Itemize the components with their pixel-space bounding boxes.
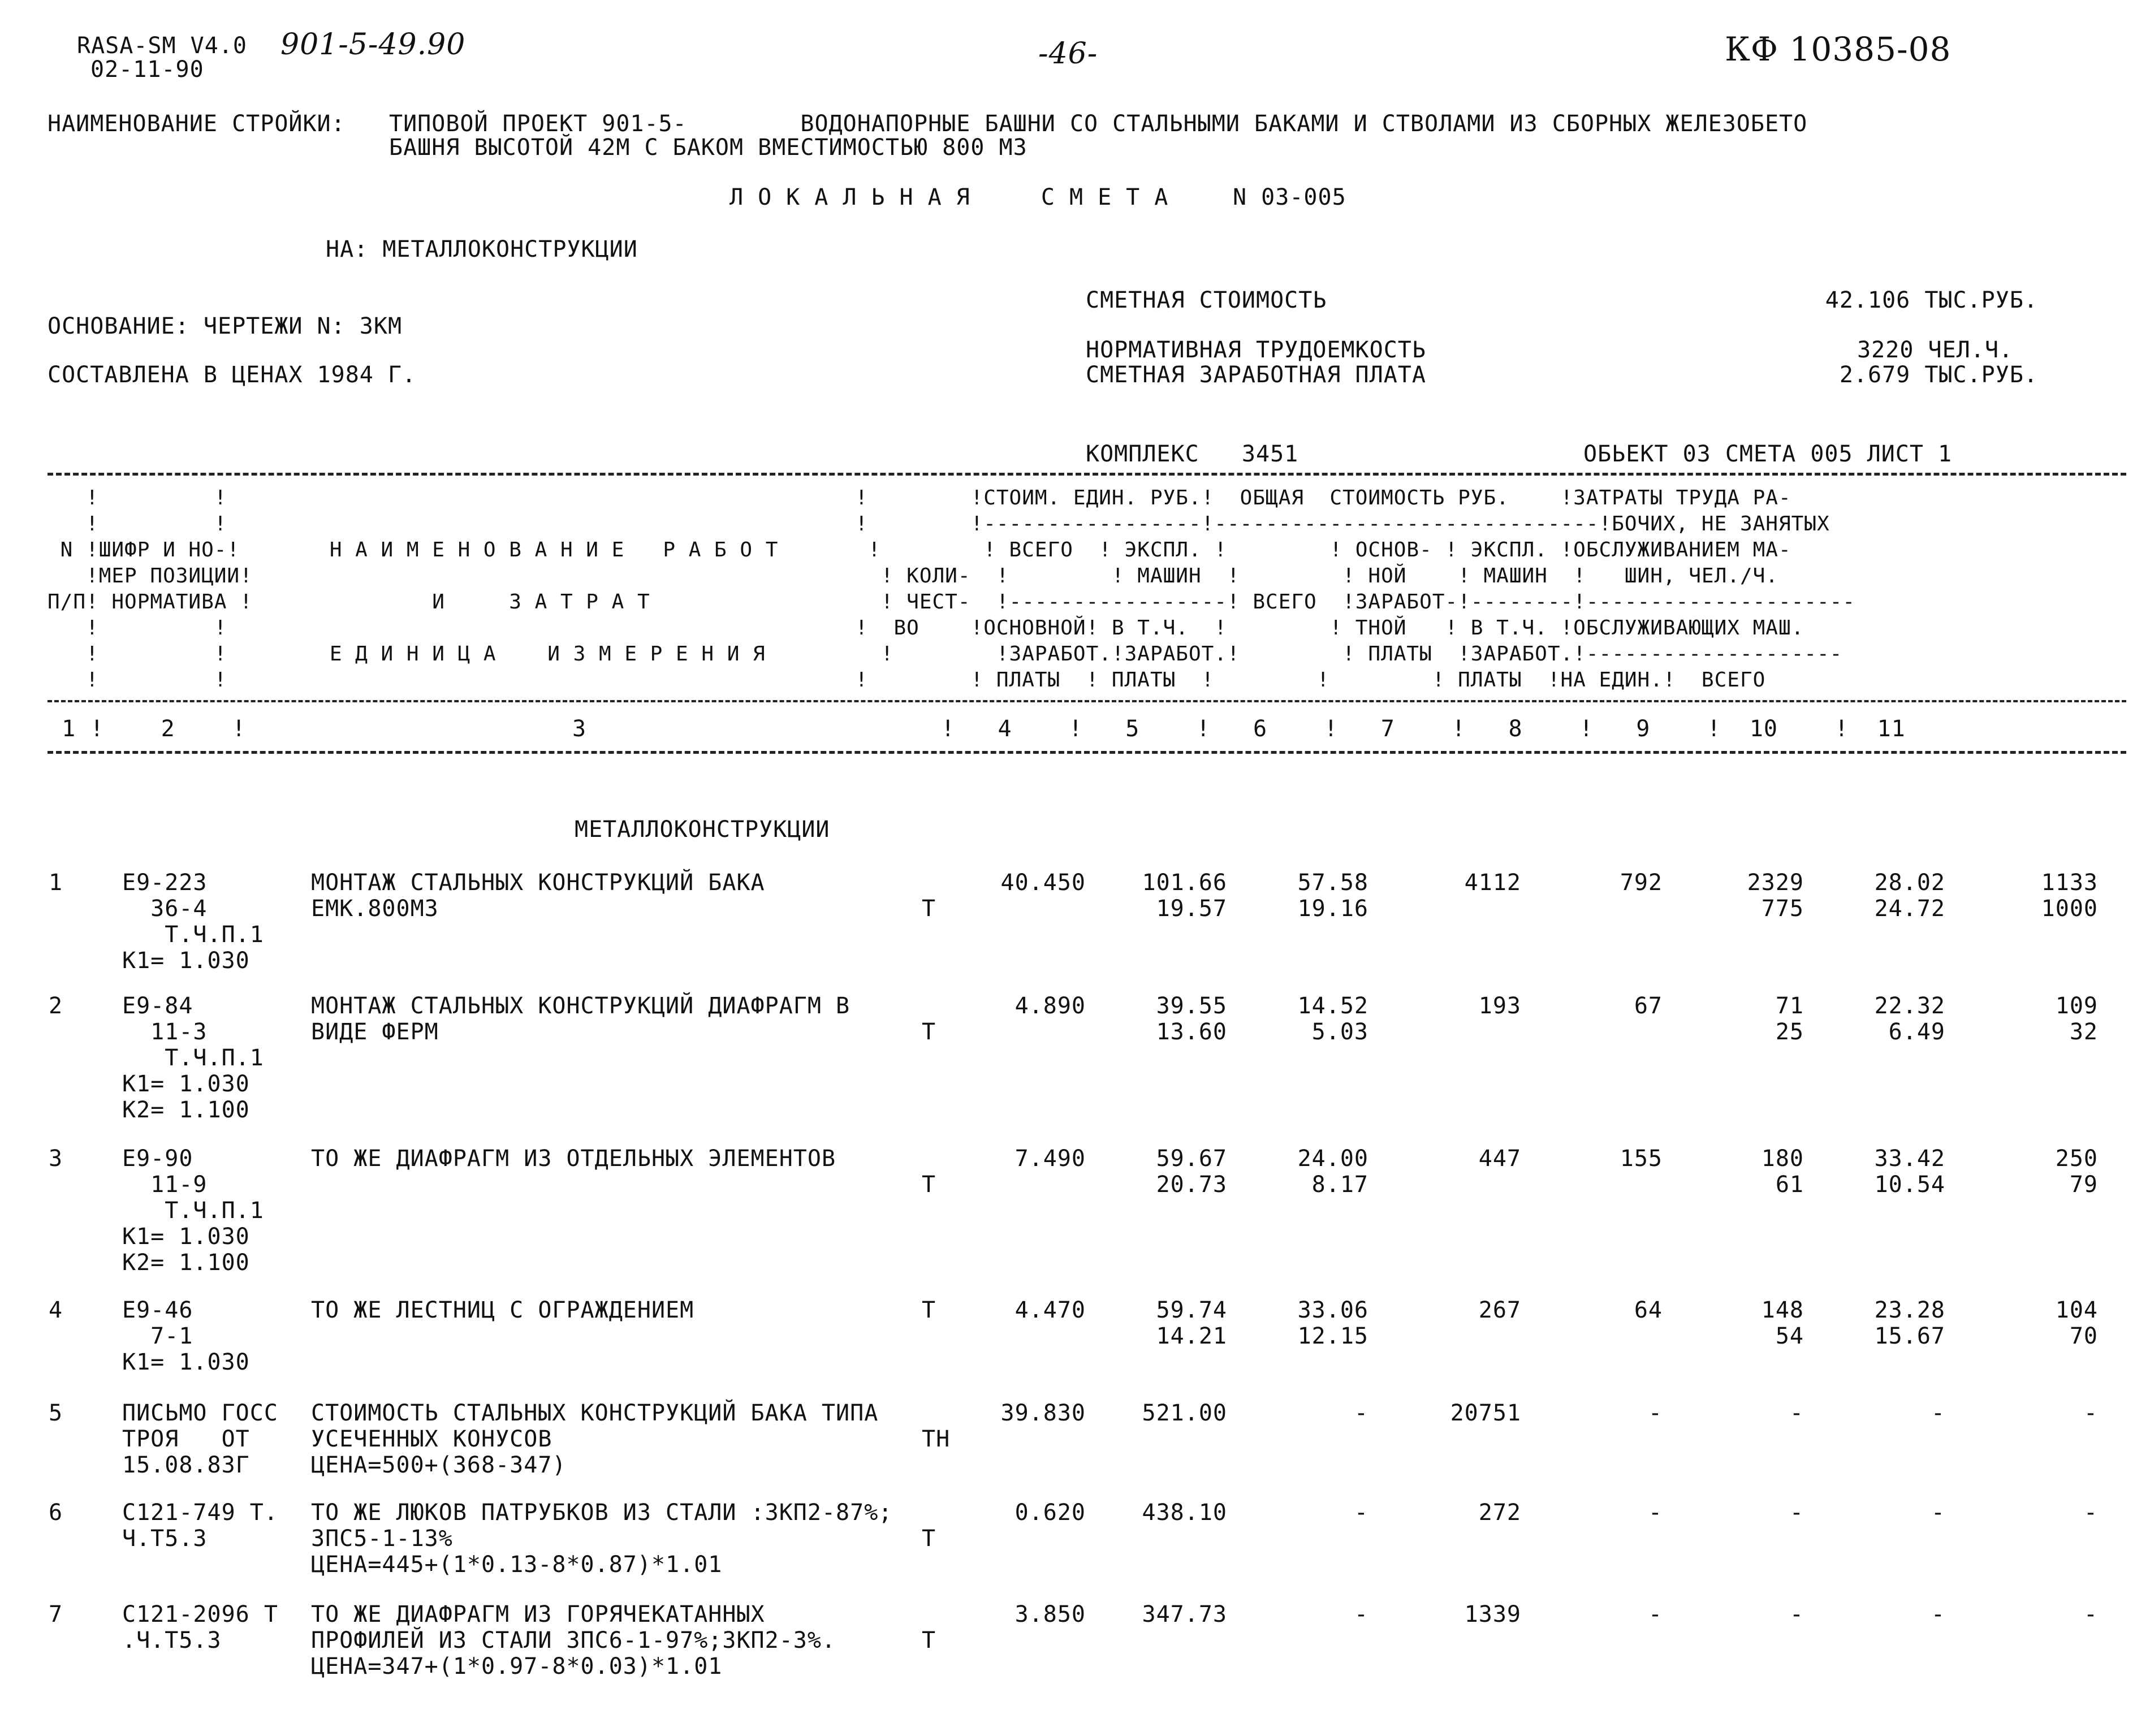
section-title: МЕТАЛЛОКОНСТРУКЦИИ <box>575 817 830 843</box>
value-c5: 521.00 <box>1142 1400 1227 1426</box>
value-c6: 14.52 <box>1297 993 1368 1019</box>
norm-code: ПИСЬМО ГОСС <box>122 1400 278 1426</box>
norm-code: Т.Ч.П.1 <box>122 1045 264 1071</box>
value-c5: 347.73 <box>1142 1601 1227 1627</box>
value-c10: 33.42 <box>1874 1146 1945 1172</box>
norm-code: К2= 1.100 <box>122 1250 250 1276</box>
value-c8: - <box>1648 1601 1663 1627</box>
unit: Т <box>922 1172 936 1198</box>
value-c10: 22.32 <box>1874 993 1945 1019</box>
header-line: ! ! Е Д И Н И Ц А И З М Е Р Е Н И Я ! !ЗАРАБОТ.!ЗАРАБОТ.! ! ПЛАТЫ !ЗАРАБОТ.!-------------------- <box>48 642 1843 666</box>
row-number: 7 <box>49 1601 63 1627</box>
unit: Т <box>922 1627 936 1653</box>
value-c5: 101.66 <box>1142 870 1227 896</box>
row-number: 3 <box>49 1146 63 1172</box>
table-top-rule <box>48 473 2126 476</box>
value-c11: - <box>2083 1400 2098 1426</box>
column-numbers: 1 ! 2 ! 3 ! 4 ! 5 ! 6 ! 7 ! 8 ! 9 ! 10 ! 11 <box>48 716 1906 742</box>
unit: ТН <box>922 1426 951 1452</box>
column-numbers-rule <box>48 751 2126 754</box>
value-c7: 447 <box>1478 1146 1521 1172</box>
value-c9: - <box>1789 1500 1804 1526</box>
work-name: ЦЕНА=500+(368-347) <box>311 1452 567 1478</box>
value-c5: 20.73 <box>1156 1172 1227 1198</box>
value-c6: 57.58 <box>1297 870 1368 896</box>
work-name: ЕМК.800М3 <box>311 896 439 922</box>
work-name: ЦЕНА=445+(1*0.13-8*0.87)*1.01 <box>311 1552 723 1578</box>
value-c6: 12.15 <box>1297 1323 1368 1349</box>
work-name: ТО ЖЕ ДИАФРАГМ ИЗ ОТДЕЛЬНЫХ ЭЛЕМЕНТОВ <box>311 1146 836 1172</box>
value-c5: 13.60 <box>1156 1019 1227 1045</box>
labor-label: НОРМАТИВНАЯ ТРУДОЕМКОСТЬ <box>1086 337 1426 363</box>
work-name: ВИДЕ ФЕРМ <box>311 1019 439 1045</box>
value-c9: 61 <box>1775 1172 1804 1198</box>
norm-code: К1= 1.030 <box>122 1224 250 1250</box>
value-c6: 24.00 <box>1297 1146 1368 1172</box>
value-c11: - <box>2083 1500 2098 1526</box>
program-date: 02-11-90 <box>90 57 204 83</box>
work-name: МОНТАЖ СТАЛЬНЫХ КОНСТРУКЦИЙ ДИАФРАГМ В <box>311 993 851 1019</box>
value-c10: - <box>1931 1400 1945 1426</box>
value-c5: 59.74 <box>1156 1297 1227 1323</box>
value-c10: 24.72 <box>1874 896 1945 922</box>
norm-code: К1= 1.030 <box>122 948 250 974</box>
quantity: 7.490 <box>1014 1146 1086 1172</box>
value-c7: 193 <box>1478 993 1521 1019</box>
norm-code: Е9-84 <box>122 993 193 1019</box>
complex-number: КОМПЛЕКС 3451 <box>1086 441 1299 467</box>
header-line: П/П! НОРМАТИВА ! И З А Т Р А Т ! ЧЕСТ- !-----------------! ВСЕГО !ЗАРАБОТ-!--------!--------------------- <box>48 590 1856 614</box>
value-c10: - <box>1931 1601 1945 1627</box>
value-c10: 6.49 <box>1888 1019 1945 1045</box>
work-name: МОНТАЖ СТАЛЬНЫХ КОНСТРУКЦИЙ БАКА <box>311 870 765 896</box>
norm-code: Е9-46 <box>122 1297 193 1323</box>
estimate-subject: НА: МЕТАЛЛОКОНСТРУКЦИИ <box>326 236 638 262</box>
norm-code: Ч.Т5.3 <box>122 1526 208 1552</box>
header-line: ! ! ! !СТОИМ. ЕДИН. РУБ.! ОБЩАЯ СТОИМОСТЬ РУБ. !ЗАТРАТЫ ТРУДА РА- <box>48 486 1791 509</box>
unit: Т <box>922 1297 936 1323</box>
header-line: N !ШИФР И НО-! Н А И М Е Н О В А Н И Е Р А Б О Т ! ! ВСЕГО ! ЭКСПЛ. ! ! ОСНОВ- ! ЭКСПЛ. !ОБСЛУЖИВАНИЕМ МА- <box>48 538 1791 562</box>
value-c9: 148 <box>1761 1297 1804 1323</box>
value-c9: 775 <box>1761 896 1804 922</box>
header-line: ! ! ! !-----------------!------------------------------!БОЧИХ, НЕ ЗАНЯТЫХ <box>48 512 1830 536</box>
work-name: СТОИМОСТЬ СТАЛЬНЫХ КОНСТРУКЦИЙ БАКА ТИПА <box>311 1400 879 1426</box>
norm-code: ТРОЯ ОТ <box>122 1426 250 1452</box>
norm-code: 36-4 <box>122 896 208 922</box>
unit: Т <box>922 896 936 922</box>
value-c9: - <box>1789 1400 1804 1426</box>
row-number: 4 <box>49 1297 63 1323</box>
norm-code: .Ч.Т5.3 <box>122 1627 222 1653</box>
wage-label: СМЕТНАЯ ЗАРАБОТНАЯ ПЛАТА <box>1086 362 1426 388</box>
value-c10: 10.54 <box>1874 1172 1945 1198</box>
value-c5: 438.10 <box>1142 1500 1227 1526</box>
work-name: ПРОФИЛЕЙ ИЗ СТАЛИ 3ПС6-1-97%;3КП2-3%. <box>311 1627 836 1653</box>
value-c8: - <box>1648 1500 1663 1526</box>
work-name: ТО ЖЕ ЛЮКОВ ПАТРУБКОВ ИЗ СТАЛИ :3КП2-87%; <box>311 1500 893 1526</box>
object-sheet: ОБЬЕКТ 03 СМЕТА 005 ЛИСТ 1 <box>1583 441 1953 467</box>
estimate-title: ЛОКАЛЬНАЯ СМЕТА <box>729 184 1183 210</box>
header-line: ! ! ! ! ПЛАТЫ ! ПЛАТЫ ! ! ! ПЛАТЫ !НА ЕДИН.! ВСЕГО <box>48 668 1766 692</box>
basis-drawings: ОСНОВАНИЕ: ЧЕРТЕЖИ N: 3КМ <box>48 313 403 339</box>
cost-label: СМЕТНАЯ СТОИМОСТЬ <box>1086 287 1327 313</box>
value-c10: 15.67 <box>1874 1323 1945 1349</box>
value-c6: 19.16 <box>1297 896 1368 922</box>
work-name: ТО ЖЕ ЛЕСТНИЦ С ОГРАЖДЕНИЕМ <box>311 1297 694 1323</box>
header-rule <box>48 700 2126 702</box>
value-c8: 792 <box>1620 870 1663 896</box>
value-c6: 8.17 <box>1311 1172 1368 1198</box>
value-c11: 79 <box>2069 1172 2098 1198</box>
construction-label: НАИМЕНОВАНИЕ СТРОЙКИ: <box>48 111 346 137</box>
value-c10: 23.28 <box>1874 1297 1945 1323</box>
labor-value: 3220 ЧЕЛ.Ч. <box>1857 337 2013 363</box>
prices-year: СОСТАВЛЕНА В ЦЕНАХ 1984 Г. <box>48 362 417 388</box>
norm-code: 7-1 <box>122 1323 193 1349</box>
value-c5: 14.21 <box>1156 1323 1227 1349</box>
unit: Т <box>922 1019 936 1045</box>
work-name: 3ПС5-1-13% <box>311 1526 453 1552</box>
wage-value: 2.679 ТЫС.РУБ. <box>1839 362 2038 388</box>
value-c6: 5.03 <box>1311 1019 1368 1045</box>
row-number: 1 <box>49 870 63 896</box>
value-c6: - <box>1354 1500 1368 1526</box>
value-c9: - <box>1789 1601 1804 1627</box>
value-c8: 67 <box>1634 993 1663 1019</box>
norm-code: Е9-90 <box>122 1146 193 1172</box>
row-number: 5 <box>49 1400 63 1426</box>
norm-code: Т.Ч.П.1 <box>122 1198 264 1224</box>
row-number: 6 <box>49 1500 63 1526</box>
norm-code: К1= 1.030 <box>122 1071 250 1097</box>
value-c7: 272 <box>1478 1500 1521 1526</box>
value-c10: 28.02 <box>1874 870 1945 896</box>
value-c11: 70 <box>2069 1323 2098 1349</box>
value-c9: 71 <box>1775 993 1804 1019</box>
construction-name-line-2: БАШНЯ ВЫСОТОЙ 42М С БАКОМ ВМЕСТИМОСТЬЮ 800 М3 <box>389 135 1028 161</box>
document-code: КФ 10385-08 <box>1725 30 1952 68</box>
norm-code: К2= 1.100 <box>122 1097 250 1123</box>
value-c7: 267 <box>1478 1297 1521 1323</box>
norm-code: 11-3 <box>122 1019 208 1045</box>
value-c5: 59.67 <box>1156 1146 1227 1172</box>
norm-code: С121-749 Т. <box>122 1500 278 1526</box>
norm-code: С121-2096 Т <box>122 1601 278 1627</box>
unit: Т <box>922 1526 936 1552</box>
value-c9: 180 <box>1761 1146 1804 1172</box>
work-name: УСЕЧЕННЫХ КОНУСОВ <box>311 1426 552 1452</box>
work-name: ТО ЖЕ ДИАФРАГМ ИЗ ГОРЯЧЕКАТАННЫХ <box>311 1601 765 1627</box>
value-c6: - <box>1354 1601 1368 1627</box>
norm-code: Т.Ч.П.1 <box>122 922 264 948</box>
work-name: ЦЕНА=347+(1*0.97-8*0.03)*1.01 <box>311 1653 723 1679</box>
value-c11: - <box>2083 1601 2098 1627</box>
value-c6: 33.06 <box>1297 1297 1368 1323</box>
value-c7: 4112 <box>1464 870 1521 896</box>
value-c5: 19.57 <box>1156 896 1227 922</box>
page-number: -46- <box>1038 37 1098 71</box>
value-c8: - <box>1648 1400 1663 1426</box>
quantity: 40.450 <box>1000 870 1086 896</box>
value-c6: - <box>1354 1400 1368 1426</box>
header-line: ! ! ! ВО !ОСНОВНОЙ! В Т.Ч. ! ! ТНОЙ ! В Т.Ч. !ОБСЛУЖИВАЮЩИХ МАШ. <box>48 616 1804 640</box>
norm-code: Е9-223 <box>122 870 208 896</box>
estimate-number: N 03-005 <box>1233 184 1346 210</box>
value-c9: 2329 <box>1747 870 1804 896</box>
cost-value: 42.106 ТЫС.РУБ. <box>1825 287 2038 313</box>
construction-name-line-1: ТИПОВОЙ ПРОЕКТ 901-5- ВОДОНАПОРНЫЕ БАШНИ СО СТАЛЬНЫМИ БАКАМИ И СТВОЛАМИ ИЗ СБОРНЫХ ЖЕЛЕЗОБЕТО <box>389 111 1808 137</box>
value-c11: 104 <box>2055 1297 2098 1323</box>
quantity: 39.830 <box>1000 1400 1086 1426</box>
value-c8: 155 <box>1620 1146 1663 1172</box>
value-c9: 25 <box>1775 1019 1804 1045</box>
norm-code: 11-9 <box>122 1172 208 1198</box>
value-c8: 64 <box>1634 1297 1663 1323</box>
value-c5: 39.55 <box>1156 993 1227 1019</box>
row-number: 2 <box>49 993 63 1019</box>
value-c11: 1133 <box>2041 870 2098 896</box>
value-c11: 250 <box>2055 1146 2098 1172</box>
value-c11: 109 <box>2055 993 2098 1019</box>
quantity: 0.620 <box>1014 1500 1086 1526</box>
quantity: 3.850 <box>1014 1601 1086 1627</box>
value-c10: - <box>1931 1500 1945 1526</box>
header-line: !МЕР ПОЗИЦИИ! ! КОЛИ- ! ! МАШИН ! ! НОЙ ! МАШИН ! ШИН, ЧЕЛ./Ч. <box>48 564 1778 588</box>
program-version: RASA-SM V4.0 <box>77 33 247 59</box>
handwritten-project-number: 901-5-49.90 <box>280 28 466 62</box>
value-c7: 20751 <box>1450 1400 1521 1426</box>
value-c11: 1000 <box>2041 896 2098 922</box>
quantity: 4.470 <box>1014 1297 1086 1323</box>
norm-code: 15.08.83Г <box>122 1452 250 1478</box>
norm-code: К1= 1.030 <box>122 1349 250 1375</box>
quantity: 4.890 <box>1014 993 1086 1019</box>
value-c9: 54 <box>1775 1323 1804 1349</box>
value-c7: 1339 <box>1464 1601 1521 1627</box>
value-c11: 32 <box>2069 1019 2098 1045</box>
